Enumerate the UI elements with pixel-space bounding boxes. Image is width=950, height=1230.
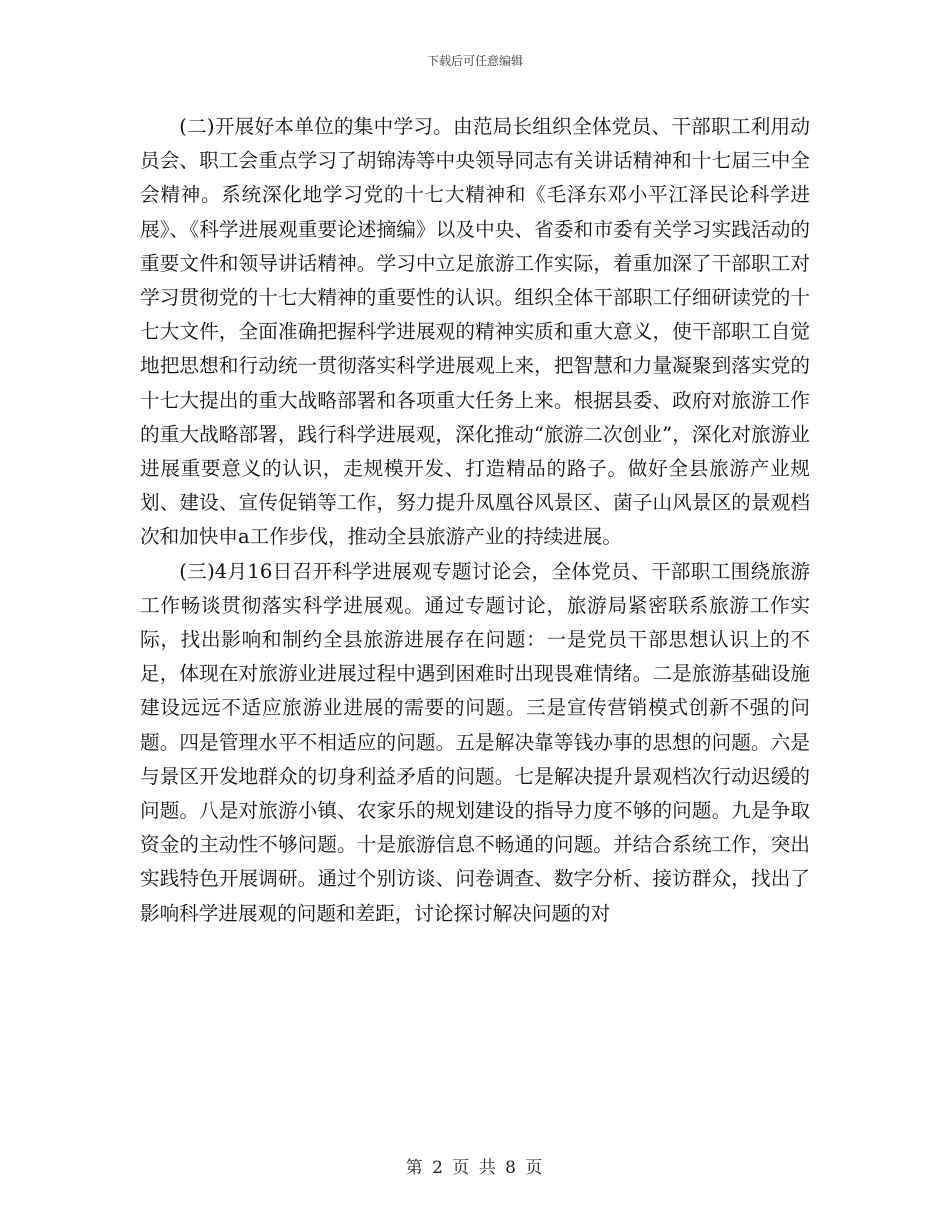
paragraph-3: (三)4月16日召开科学进展观专题讨论会，全体党员、干部职工围绕旅游工作畅谈贯彻落实科学进展观。通过专题讨论，旅游局紧密联系旅游工作实际，找出影响和制约全县旅游进展存在问题：一是党员干部思想认识上的不足，体现在对旅游业进展过程中遇到困难时出现畏难情绪。二是旅游基础设施建设远远不适应旅游业进展的需要的问题。三是宣传营销模式创新不强的问题。四是管理水平不相适应的问题。五是解决靠等钱办事的思想的问题。六是与景区开发地群众的切身利益矛盾的问题。七是解决提升景观档次行动迟缓的问题。八是对旅游小镇、农家乐的规划建设的指导力度不够的问题。九是争取资金的主动性不够问题。十是旅游信息不畅通的问题。并结合系统工作，突出实践特色开展调研。通过个别访谈、问卷调查、数字分析、接访群众，找出了影响科学进展观的问题和差距，讨论探讨解决问题的对 — [140, 559, 810, 925]
page-number — [0, 1153, 950, 1178]
page-header-note: 下载后可任意编辑 — [426, 54, 523, 68]
page-number-label: 第 2 页 共 8 页 — [405, 1158, 545, 1178]
document-body — [140, 110, 810, 931]
paragraph-2: (二)开展好本单位的集中学习。由范局长组织全体党员、干部职工利用动员会、职工会重点学习了胡锦涛等中央领导同志有关讲话精神和十七届三中全会精神。系统深化地学习党的十七大精神和《毛泽东邓小平江泽民论科学进展》、《科学进展观重要论述摘编》以及中央、省委和市委有关学习实践活动的重要文件和领导讲话精神。学习中立足旅游工作实际，着重加深了干部职工对学习贯彻党的十七大精神的重要性的认识。组织全体干部职工仔细研读党的十七大文件，全面准确把握科学进展观的精神实质和重大意义，使干部职工自觉地把思想和行动统一贯彻落实科学进展观上来，把智慧和力量凝聚到落实党的十七大提出的重大战略部署和各项重大任务上来。根据县委、政府对旅游工作的重大战略部署，践行科学进展观，深化推动“旅游二次创业”，深化对旅游业进展重要意义的认识，走规模开发、打造精品的路子。做好全县旅游产业规划、建设、宣传促销等工作，努力提升凤凰谷风景区、菌子山风景区的景观档次和加快申a工作步伐，推动全县旅游产业的持续进展。 — [140, 115, 810, 549]
